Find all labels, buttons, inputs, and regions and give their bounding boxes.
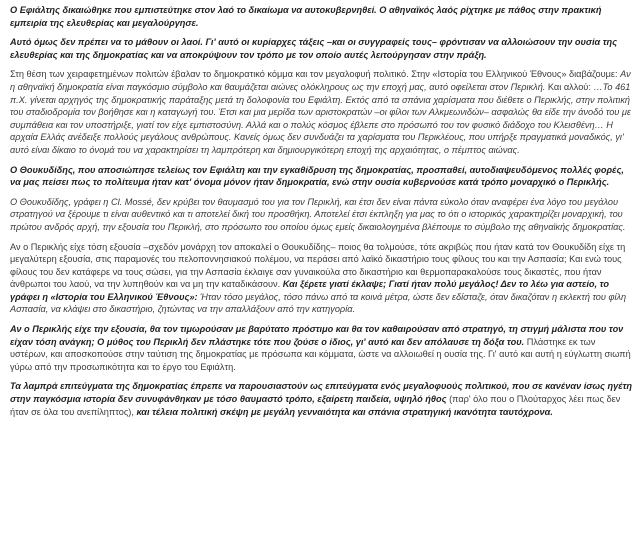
p8-emphasis-1: Τα λαμπρά επιτεύγματα της δημοκρατίας έπρεπε να παρουσιαστούν ως επιτεύγματα ενός μεγαλοφυούς πολιτικού, που σε κανέναν ίσως ηγέτη στην παγκόσμια ιστορία δεν συνυφάνθηκαν με τόσο θαυμαστό τρόπο, εξαίρετη παιδεία, υψηλό ήθος <box>10 381 632 405</box>
paragraph-1: Ο Εφιάλτης δικαιώθηκε που εμπιστεύτηκε στον λαό το δικαίωμα να αυτοκυβερνηθεί. Ο αθηναϊκός λαός ρίχτηκε με πάθος στην πρακτική εμπειρία της ελευθερίας και μεγαλούργησε. <box>10 5 602 28</box>
p7-emphasis: Αν ο Περικλής είχε την εξουσία, θα τον τιμωρούσαν με βαρύτατο πρόστιμο και θα τον καθαιρούσαν από στρατηγό, τη στιγμή μάλιστα που τον είχαν τόση ανάγκη; Ο μύθος του Περικλή δεν πλάστηκε τότε που ζούσε ο ίδιος, γι' αυτό και δεν απόλαυσε τη δόξα του. <box>10 324 624 347</box>
paragraph-2: Αυτό όμως δεν πρέπει να το μάθουν οι λαοί. Γι' αυτό οι κυρίαρχες τάξεις –και οι συγγραφείς τους– φρόντισαν να αλλοιώσουν την ουσία της ελευθερίας και της δημοκρατίας και να αποκρύψουν τον τρόπο με τον οποίο αυτές λειτούργησαν στην πράξη. <box>10 37 618 60</box>
paragraph-5: Ο Θουκυδίδης, γράφει η Cl. Mossé, δεν κρύβει τον θαυμασμό του για τον Περικλή, και έτσι δεν είναι πάντα εύκολο όταν αναφέρει ένα λόγο του μεγάλου στρατηγού να ξέρουμε τι είναι αυθεντικό και τι αποτελεί δική του προσθήκη. Αποτελεί έτσι έκπληξη για μας το ότι ο ιστορικός χαρακτηρίζει μοναρχική, του πρώτου ανδρός αρχή, την εξουσία του Περικλή, στο πρόσωπο του οποίου όμως εμείς δικαιολογημένα βλέπουμε το σύμβολο της αθηναϊκής δημοκρατίας. <box>10 196 626 232</box>
paragraph-6 <box>10 241 634 317</box>
p8-emphasis-2: και τέλεια πολιτική σκέψη με μεγάλη γενναιότητα και σπάνια στρατηγική ικανότητα ταυτόχρονα. <box>133 406 553 417</box>
paragraph-4: Ο Θουκυδίδης, που αποσιώπησε τελείως τον Εφιάλτη και την εγκαθίδρυση της δημοκρατίας, προσπαθεί, αυτοδιαψευδόμενος πολλές φορές, να μας πείσει πως το πολίτευμα ήταν κατ' όνομα μόνον ήταν δημοκρατία, ενώ στην ουσία κυβερνούσε κατά τρόπο μοναρχικό ο Περικλής. <box>10 164 624 188</box>
p3-connector: Και αλλού: <box>545 81 594 92</box>
p6-text: Αν ο Περικλής είχε τόση εξουσία –σχεδόν μονάρχη τον αποκαλεί ο Θουκυδίδης– ποιος θα τολμούσε, τότε ακριβώς που ήταν κατά τον Θουκυδίδη είχε τη μεγαλύτερη εξουσία, στις παραμονές του πελοποννησιακού πολέμου, να περάσει από λαϊκό δικαστήριο τους φίλους του και την Ασπασία; Και ενώ τους φίλους του δεν κατάφερε να τους σώσει, για την Ασπασία έκλαιγε σαν γυναικούλα στο δικαστήριο και θερμοπαρακαλούσε τους δικαστές, που ήταν άνθρωποι του λαού, να την λυπηθούν και να μη την καταδικάσουν. <box>10 241 626 290</box>
p6-emphasis: Και ξέρετε γιατί έκλαψε; Γιατί ήταν πολύ μεγάλος! Δεν το λέω για αστείο, το γράφει η «Ιστορία του Ελληνικού Έθνους»: <box>10 279 609 302</box>
p3-quote-3: … Η αρχαία Ελλάς ανέδειξε πολλούς μεγάλους ανθρώπους. Κανείς όμως δεν συνδυάζει τα χαρίσματα του Περικλέους, που υπήρξε πραγματικά μοναδικός, γι' αυτό είναι δίκαιο το όνομά του να χαρακτηρίσει τη λαμπρότερη και δημιουργικότερη εποχή της αρχαιότητας, ο πέμπτος αιώνας. <box>10 119 624 155</box>
p7-text: Πλάστηκε εκ των υστέρων, και αποσκοπούσε στην ταύτιση της δημοκρατίας με πρόσωπα και κόμματα, ώστε να αλλοιωθεί η ουσία της. Γι' αυτό και αυτή η εύγλωττη σιωπή γύρω από την προσωπικότητα και το έργο του Εφιάλτη. <box>10 336 631 372</box>
p3-quote-2: …Το 461 π.Χ. γίνεται αρχηγός της δημοκρατικής παράταξης μετά τη δολοφονία του Εφιάλτη. Εκτός από τα σπάνια χαρίσματα που διέθετε ο Περικλής, στην πολιτική του σταδιοδρομία τον βοήθησε και η καταγωγή του. Έτσι και μια μερίδα των αριστοκρατών –οι φίλοι των Αλκμεωνιδών– ασφαλώς θα είδε την άνοδό του με συμπάθεια και τον υποστήριξε, γιατί τον είχε εμπιστοσύνη. Αλλά και ο πολύς κόσμος έβλεπε στο πρόσωπό του τον φυσικό διάδοχο του Κλεισθένη <box>10 81 631 130</box>
paragraph-3 <box>10 68 634 156</box>
paragraph-7 <box>10 323 634 373</box>
p6-quote: Ήταν τόσο μεγάλος, τόσο πάνω από τα κοινά μέτρα, ώστε δεν εδίσταζε, όταν δικαζόταν η εκλεκτή του φίλη Ασπασία, να κλάψει στο δικαστήριο, ζητώντας να την απαλλάξουν από την κατηγορία. <box>10 291 627 315</box>
paragraph-8 <box>10 380 634 418</box>
p8-aside: (παρ' όλο που ο Πλούταρχος λέει πως δεν ήταν σε όλα του ανεπίληπτος), <box>10 394 621 417</box>
p3-intro: Στη θέση των χειραφετημένων πολιτών έβαλαν το δημοκρατικό κόμμα και τον μεγαλοφυή πολιτικό. Στην «Ιστορία του Ελληνικού Έθνους» διαβάζουμε: <box>10 69 621 80</box>
p3-quote-1: Αν η αθηναϊκή δημοκρατία είναι παγκόσμιο σύμβολο και θαυμάζεται αιώνες ολόκληρους ως την εποχή μας, αυτό οφείλεται στον Περικλή. <box>10 69 631 92</box>
